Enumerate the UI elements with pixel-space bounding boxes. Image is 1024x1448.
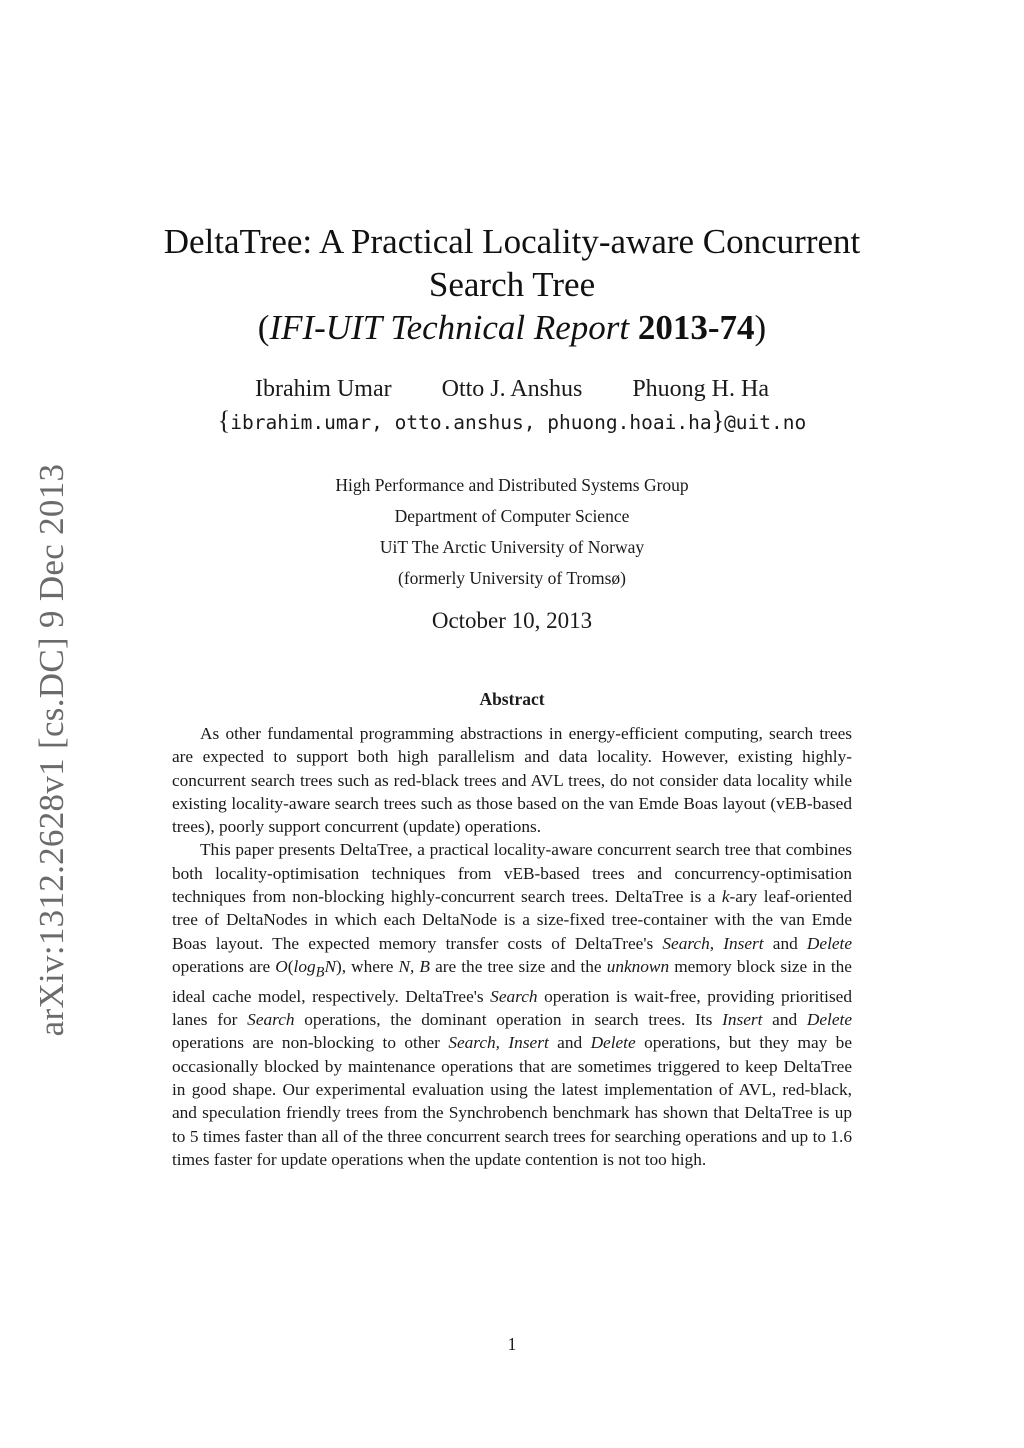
- text-run: This paper presents DeltaTree, a practical locality-aware concurrent search tree that combines both locality-optimisation techniques from vEB-based trees and concurrency-optimisation techniques from non-blocking highly-concurrent search trees. DeltaTree is a: [172, 840, 852, 907]
- op-search: Search: [490, 986, 538, 1006]
- text-run: and: [548, 1033, 591, 1053]
- formula-subscript-B: B: [315, 964, 325, 981]
- text-run: and: [762, 1010, 807, 1030]
- affiliation-block: [130, 470, 894, 594]
- email-names: ibrahim.umar, otto.anshus, phuong.hoai.ha: [230, 411, 712, 434]
- affiliation-line: Department of Computer Science: [394, 506, 630, 526]
- report-open-paren: (: [257, 308, 270, 347]
- abstract-heading: Abstract: [479, 689, 545, 709]
- formula-O: O: [275, 956, 288, 976]
- op-search-insert: Search, Insert: [662, 933, 764, 953]
- report-label: IFI-UIT Technical Report: [269, 308, 630, 347]
- formula-log: log: [293, 956, 316, 976]
- author-name: Otto J. Anshus: [441, 376, 583, 402]
- report-close-paren: ): [754, 308, 767, 347]
- text-run: operations, the dominant operation in search trees. Its: [294, 1010, 723, 1030]
- text-run: and: [763, 933, 807, 953]
- text-run: are the tree size and the: [429, 956, 607, 976]
- math-vars: N, B: [398, 956, 430, 976]
- emph-unknown: unknown: [606, 956, 670, 976]
- title-line-1: DeltaTree: A Practical Locality-aware Concurrent: [163, 222, 861, 261]
- formula-paren: (: [287, 956, 294, 976]
- author-list: [130, 374, 894, 404]
- text-run: operation is wait-free, providing prioritised lanes for: [172, 986, 852, 1030]
- paper-date: October 10, 2013: [431, 608, 593, 633]
- text-run: , where: [341, 956, 399, 976]
- author-emails: [130, 406, 894, 438]
- formula-paren: ): [335, 956, 342, 976]
- op-insert: Insert: [722, 1010, 763, 1030]
- email-domain: @uit.no: [724, 411, 807, 434]
- affiliation-line: High Performance and Distributed Systems Group: [335, 475, 689, 495]
- text-run: memory block size in the ideal cache model, respectively. DeltaTree's: [172, 956, 852, 1006]
- title-line-2: Search Tree: [428, 265, 596, 304]
- report-line: [130, 306, 894, 349]
- op-search-insert: Search, Insert: [448, 1033, 549, 1053]
- op-delete: Delete: [590, 1033, 636, 1053]
- author-name: Ibrahim Umar: [255, 376, 392, 402]
- cost-formula: [275, 956, 342, 981]
- affiliation-line: UiT The Arctic University of Norway: [379, 537, 645, 557]
- author-name: Phuong H. Ha: [632, 376, 769, 402]
- email-open-brace: {: [217, 406, 231, 435]
- abstract-body: [172, 722, 852, 1171]
- text-run: operations are: [172, 956, 276, 976]
- arxiv-stamp: arXiv:1312.2628v1 [cs.DC] 9 Dec 2013: [32, 463, 71, 1037]
- op-search: Search: [247, 1010, 295, 1030]
- op-delete: Delete: [806, 933, 853, 953]
- formula-N: N: [324, 956, 336, 976]
- abstract-paragraph-1: As other fundamental programming abstractions in energy-efficient computing, search trees are expected to support both high parallelism and data locality. However, existing highly-concurrent search trees such as red-black trees and AVL trees, do not consider data locality while existing locality-aware search trees such as those based on the van Emde Boas layout (vEB-based trees), poorly support concurrent (update) operations.: [172, 724, 852, 837]
- text-run: operations are non-blocking to other: [172, 1033, 449, 1053]
- text-run: -ary leaf-oriented tree of DeltaNodes in which each DeltaNode is a size-fixed tree-container with the van Emde Boas layout. The expected memory transfer costs of DeltaTree's: [172, 887, 852, 953]
- page-number: 1: [507, 1334, 517, 1354]
- abstract-paragraph-2: [172, 838, 852, 1171]
- op-delete: Delete: [806, 1010, 852, 1030]
- email-close-brace: }: [711, 406, 725, 435]
- affiliation-line: (formerly University of Tromsø): [398, 568, 626, 588]
- report-number: 2013-74: [637, 308, 755, 347]
- math-k: k: [721, 887, 730, 907]
- paper-title: [130, 220, 894, 349]
- text-run: operations, but they may be occasionally blocked by maintenance operations that are sometimes triggered to keep DeltaTree in good shape. Our experimental evaluation using the latest implementation of AVL, red-black, and speculation friendly trees from the Synchrobench benchmark has shown that DeltaTree is up to 5 times faster than all of the three concurrent search trees for searching operations and up to 1.6 times faster for update operations when the update contention is not too high.: [172, 1033, 852, 1169]
